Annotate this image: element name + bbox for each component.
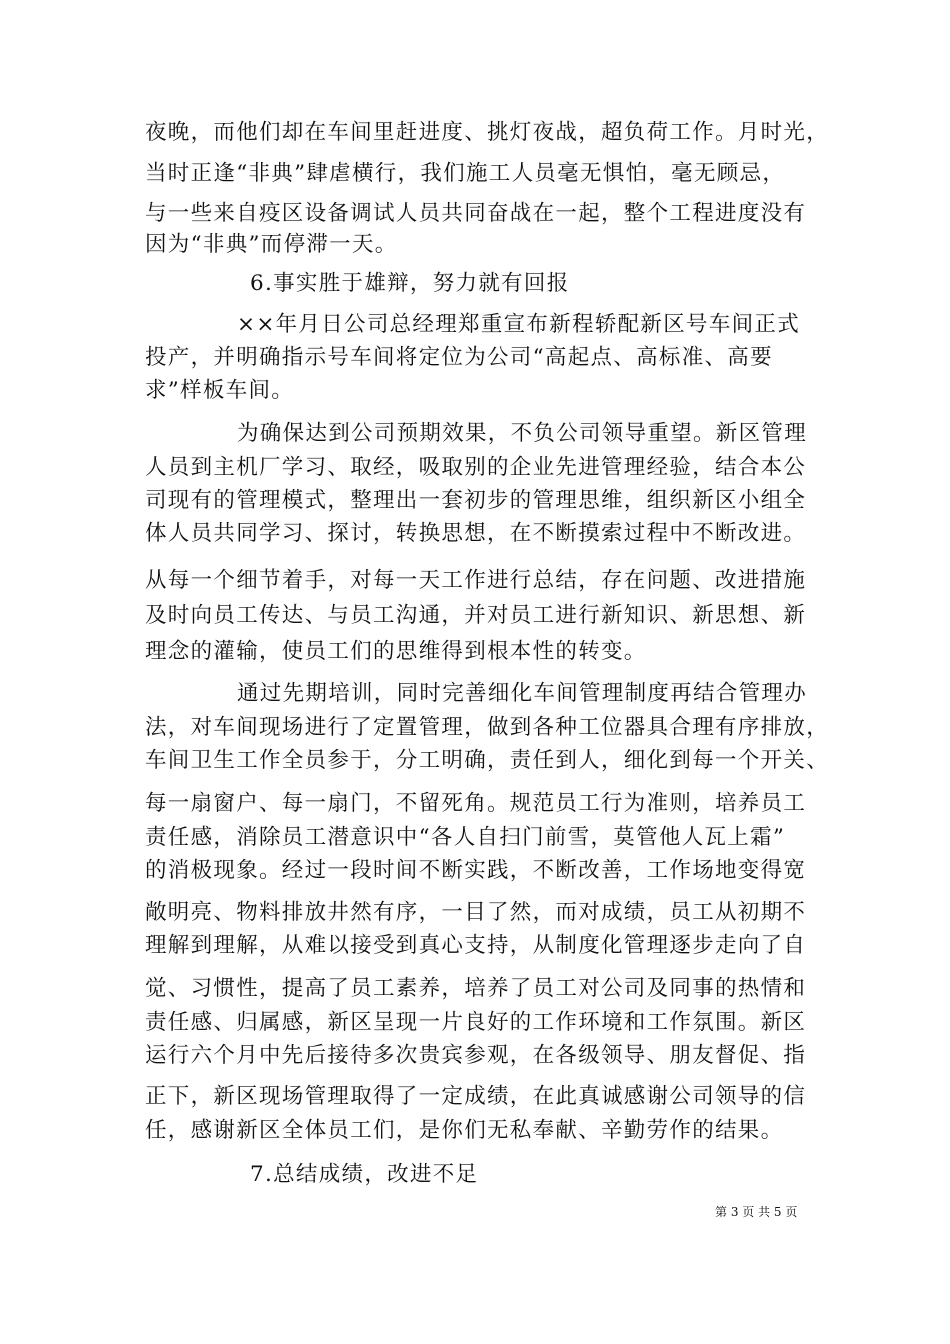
- body-text-line: 法，对车间现场进行了定置管理，做到各种工位器具合理有序排放，: [145, 715, 830, 740]
- body-text-line: 因为“非典”而停滞一天。: [145, 232, 398, 257]
- body-text-line: 每一扇窗户、每一扇门，不留死角。规范员工行为准则，培养员工: [145, 791, 807, 816]
- body-text-line: 任，感谢新区全体员工们，是你们无私奉献、辛勤劳作的结果。: [145, 1118, 784, 1143]
- body-text-line: 为确保达到公司预期效果，不负公司领导重望。新区管理: [237, 421, 808, 446]
- body-text-line: 司现有的管理模式，整理出一套初步的管理思维，组织新区小组全: [145, 488, 807, 513]
- body-text-line: 的消极现象。经过一段时间不断实践，不断改善，工作场地变得宽: [145, 858, 807, 883]
- body-text-line: 正下，新区现场管理取得了一定成绩，在此真诚感谢公司领导的信: [145, 1084, 807, 1109]
- page-number-footer: 第 3 页 共 5 页: [715, 1205, 798, 1219]
- body-text-line: 投产，并明确指示号车间将定位为公司“高起点、高标准、高要: [145, 345, 773, 370]
- body-text-line: 车间卫生工作全员参于，分工明确，责任到人，细化到每一个开关、: [145, 748, 830, 773]
- body-text-line: 理解到理解，从难以接受到真心支持，从制度化管理逐步走向了自: [145, 933, 807, 958]
- body-text-line: 与一些来自疫区设备调试人员共同奋战在一起，整个工程进度没有: [145, 201, 807, 226]
- body-text-line: 体人员共同学习、探讨，转换思想，在不断摸索过程中不断改进。: [145, 521, 807, 546]
- body-text-line: 求”样板车间。: [145, 378, 295, 403]
- body-text-line: 理念的灌输，使员工们的思维得到根本性的转变。: [145, 639, 647, 664]
- section-heading-7: 7.总结成绩，改进不足: [250, 1162, 479, 1187]
- body-text-line: 当时正逢“非典”肆虐横行，我们施工人员毫无惧怕，毫无顾忌，: [145, 161, 786, 186]
- body-text-line: 及时向员工传达、与员工沟通，并对员工进行新知识、新思想、新: [145, 603, 807, 628]
- body-text-line: 夜晚，而他们却在车间里赶进度、挑灯夜战，超负荷工作。月时光，: [145, 120, 830, 145]
- body-text-line: 从每一个细节着手，对每一天工作进行总结，存在问题、改进措施: [145, 568, 807, 593]
- body-text-line: 觉、习惯性，提高了员工素养，培养了员工对公司及同事的热情和: [145, 976, 807, 1001]
- body-text-line: 通过先期培训，同时完善细化车间管理制度再结合管理办: [237, 681, 808, 706]
- body-text-line: 运行六个月中先后接待多次贵宾参观，在各级领导、朋友督促、指: [145, 1043, 807, 1068]
- body-text-line: 人员到主机厂学习、取经，吸取别的企业先进管理经验，结合本公: [145, 455, 807, 480]
- body-text-line: 责任感，消除员工潜意识中“各人自扫门前雪，莫管他人瓦上霜”: [145, 825, 786, 850]
- section-heading-6: 6.事实胜于雄辩，努力就有回报: [250, 271, 570, 296]
- body-text-line: 责任感、归属感，新区呈现一片良好的工作环境和工作氛围。新区: [145, 1010, 807, 1035]
- body-text-line: ××年月日公司总经理郑重宣布新程轿配新区号车间正式: [237, 312, 801, 337]
- body-text-line: 敞明亮、物料排放井然有序，一目了然，而对成绩，员工从初期不: [145, 900, 807, 925]
